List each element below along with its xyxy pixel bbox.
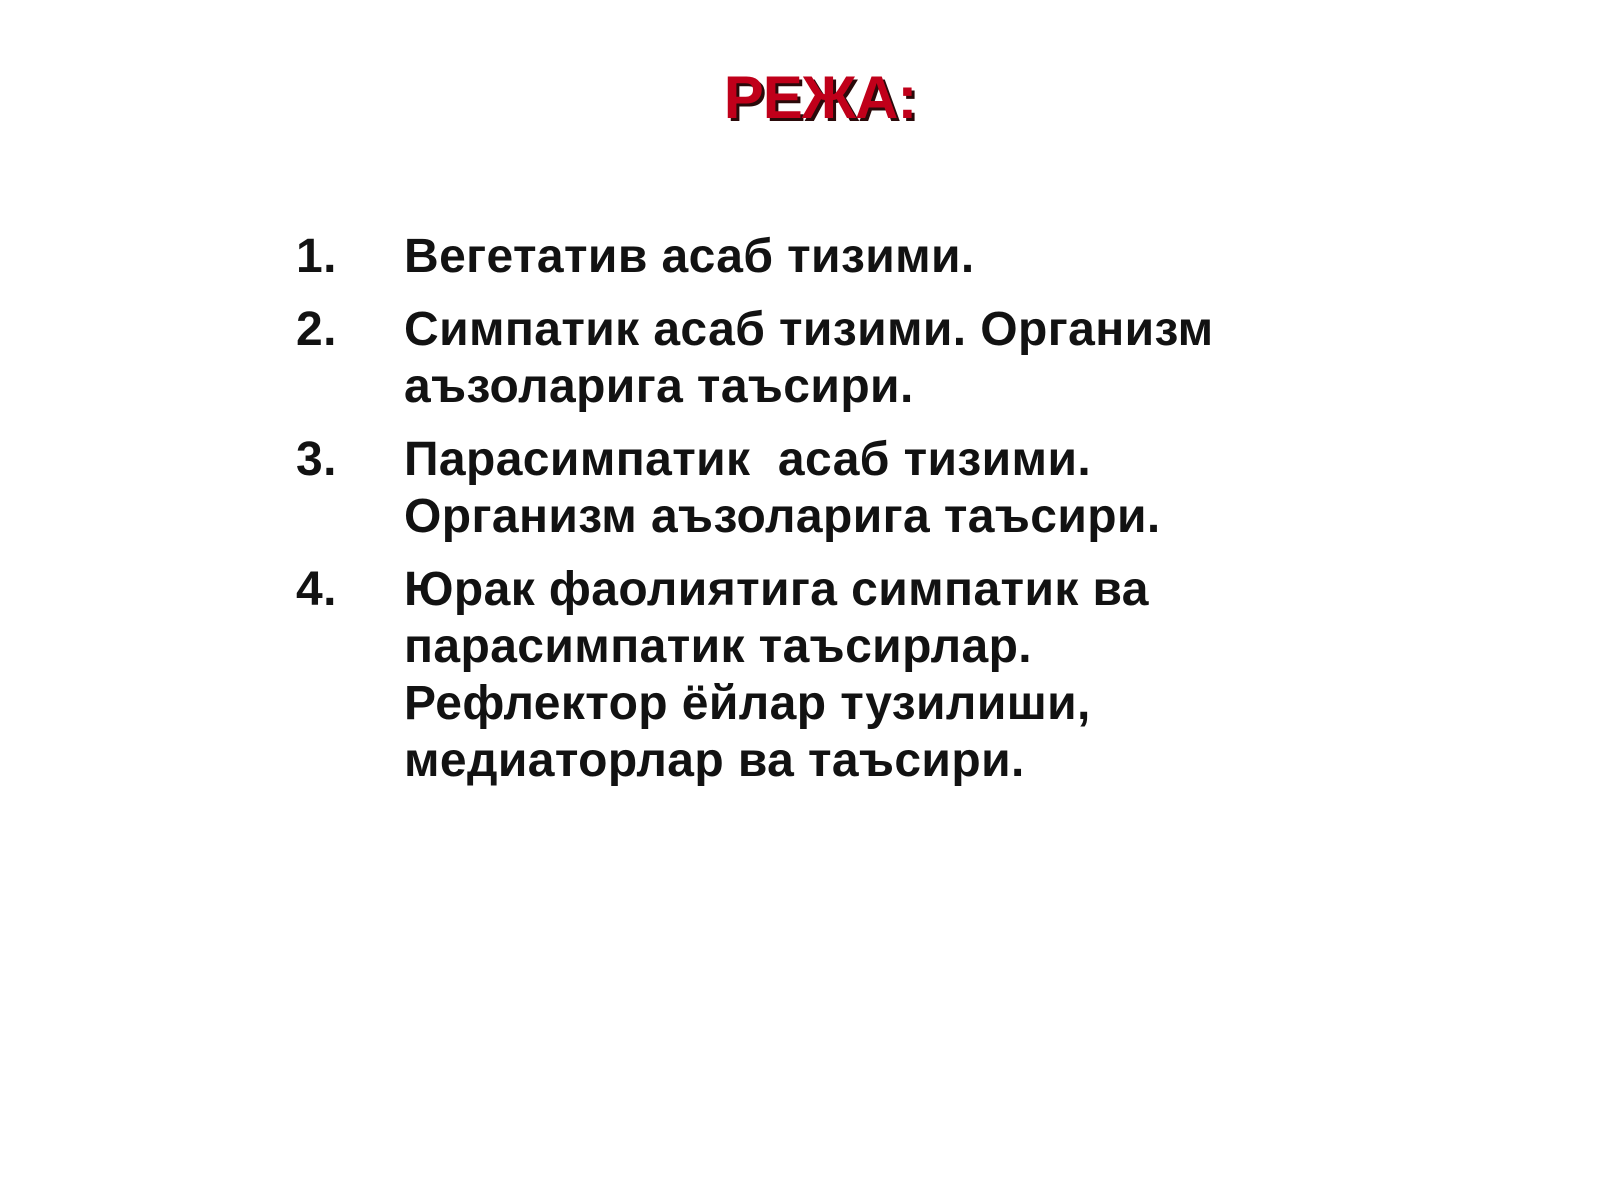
agenda-item [296, 228, 1296, 285]
agenda-item-line: Вегетатив асаб тизими. [404, 230, 975, 283]
agenda-list [296, 228, 1296, 805]
agenda-item [296, 561, 1296, 789]
agenda-item-line: аъзоларига таъсири. [404, 360, 914, 413]
agenda-item-line: Парасимпатик асаб тизими. [404, 433, 1092, 486]
agenda-item-number: 3. [296, 433, 337, 486]
agenda-item-line: медиаторлар ва таъсири. [404, 734, 1025, 787]
agenda-item-line: Юрак фаолиятига симпатик ва [404, 563, 1149, 616]
agenda-item-number: 2. [296, 303, 337, 356]
slide-title-colon: : [897, 64, 917, 131]
agenda-item-line: парасимпатик таъсирлар. [404, 620, 1033, 673]
agenda-item-line: Рефлектор ёйлар тузилиши, [404, 677, 1091, 730]
agenda-item-number: 4. [296, 563, 337, 616]
slide-title [0, 62, 1600, 134]
agenda-item-line: Организм аъзоларига таъсири. [404, 490, 1161, 543]
slide-title-text: РЕЖА [723, 64, 898, 131]
agenda-item-line: Симпатик асаб тизими. Организм [404, 303, 1214, 356]
agenda-item [296, 431, 1296, 545]
agenda-item-number: 1. [296, 230, 337, 283]
agenda-item [296, 301, 1296, 415]
